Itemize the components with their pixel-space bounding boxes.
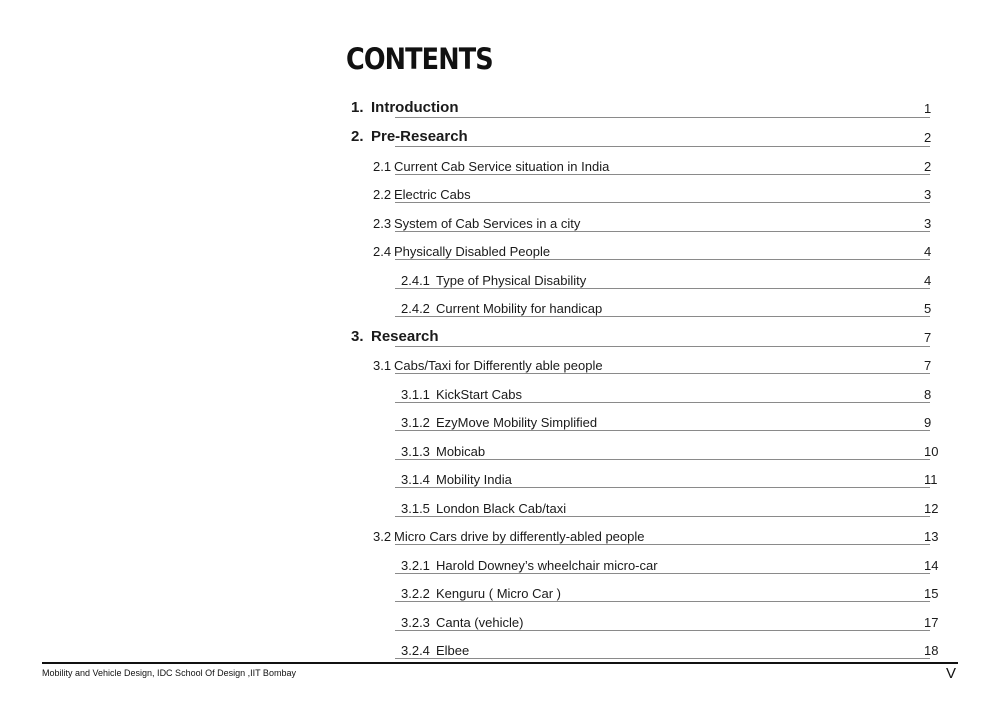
toc-entry-page: 17: [924, 615, 939, 630]
toc-entry-title: EzyMove Mobility Simplified: [436, 415, 598, 430]
footer-page-number: V: [946, 665, 957, 682]
toc-entry-title: Current Mobility for handicap: [436, 301, 603, 316]
toc-entry-page: 5: [924, 301, 932, 316]
toc-leader-line: [395, 146, 930, 147]
toc-entry-page: 14: [924, 558, 939, 573]
toc-leader-line: [395, 630, 930, 631]
toc-entry-title: System of Cab Services in a city: [394, 216, 581, 231]
toc-leader-line: [395, 202, 930, 203]
toc-entry[interactable]: [0, 216, 1000, 238]
toc-entry-page: 13: [924, 529, 939, 544]
toc-leader-line: [395, 601, 930, 602]
toc-entry-number: 3.1.3: [401, 444, 430, 459]
toc-leader-line: [395, 174, 930, 175]
toc-entry[interactable]: [0, 273, 1000, 295]
toc-entry[interactable]: [0, 301, 1000, 323]
toc-entry-number: 2.3: [373, 216, 392, 231]
toc-entry-page: 3: [924, 187, 932, 202]
toc-entry[interactable]: [0, 244, 1000, 266]
toc-entry-title: Physically Disabled People: [394, 244, 551, 259]
toc-entry[interactable]: [0, 472, 1000, 494]
toc-entry-number: 3.2: [373, 529, 392, 544]
toc-leader-line: [395, 373, 930, 374]
toc-entry-title: Electric Cabs: [394, 187, 471, 202]
page-title: CONTENTS: [346, 42, 493, 76]
toc-entry[interactable]: [0, 387, 1000, 409]
toc-leader-line: [395, 573, 930, 574]
toc-entry-page: 12: [924, 501, 939, 516]
toc-entry-number: 2.4.1: [401, 273, 430, 288]
toc-entry-page: 2: [924, 159, 932, 174]
toc-entry-page: 10: [924, 444, 939, 459]
toc-entry-number: 3.2.3: [401, 615, 430, 630]
footer-text: Mobility and Vehicle Design, IDC School Of Design ,IIT Bombay: [42, 668, 296, 678]
toc-entry-page: 18: [924, 643, 939, 658]
toc-leader-line: [395, 658, 930, 659]
toc-leader-line: [395, 117, 930, 118]
toc-entry-page: 8: [924, 387, 932, 402]
toc-entry-title: Elbee: [436, 643, 470, 658]
toc-entry-title: Research: [371, 328, 439, 345]
toc-entry-number: 3.1.1: [401, 387, 430, 402]
toc-entry[interactable]: [0, 529, 1000, 551]
toc-entry[interactable]: [0, 330, 1000, 352]
toc-entry-number: 3.2.2: [401, 586, 430, 601]
toc-entry-number: 2.4: [373, 244, 392, 259]
toc-entry-title: Canta (vehicle): [436, 615, 524, 630]
toc-entry-title: KickStart Cabs: [436, 387, 522, 402]
toc-entry-page: 4: [924, 244, 932, 259]
toc-leader-line: [395, 544, 930, 545]
toc-entry[interactable]: [0, 130, 1000, 152]
toc-entry[interactable]: [0, 615, 1000, 637]
toc-entry-number: 3.1.5: [401, 501, 430, 516]
toc-entry-number: 1.: [351, 99, 364, 116]
toc-leader-line: [395, 316, 930, 317]
toc-entry-page: 1: [924, 101, 932, 116]
toc-entry-title: Micro Cars drive by differently-abled people: [394, 529, 645, 544]
toc-entry-number: 3.2.1: [401, 558, 430, 573]
toc-entry-number: 2.4.2: [401, 301, 430, 316]
toc-entry-page: 15: [924, 586, 939, 601]
toc-entry-page: 9: [924, 415, 932, 430]
toc-entry-title: Mobicab: [436, 444, 486, 459]
toc-entry[interactable]: [0, 501, 1000, 523]
toc-leader-line: [395, 259, 930, 260]
toc-entry-title: Kenguru ( Micro Car ): [436, 586, 561, 601]
footer-divider: [42, 662, 958, 664]
toc-entry-number: 2.: [351, 128, 364, 145]
toc-entry-number: 3.: [351, 328, 364, 345]
toc-entry[interactable]: [0, 444, 1000, 466]
toc-entry-number: 3.2.4: [401, 643, 430, 658]
toc-leader-line: [395, 288, 930, 289]
toc-entry[interactable]: [0, 586, 1000, 608]
toc-entry[interactable]: [0, 101, 1000, 123]
toc-entry-title: Cabs/Taxi for Differently able people: [394, 358, 603, 373]
toc-entry-number: 3.1: [373, 358, 392, 373]
toc-leader-line: [395, 402, 930, 403]
toc-leader-line: [395, 346, 930, 347]
toc-entry-number: 3.1.4: [401, 472, 430, 487]
toc-entry-number: 2.2: [373, 187, 392, 202]
toc-entry-page: 2: [924, 130, 932, 145]
toc-entry-title: Mobility India: [436, 472, 512, 487]
toc-leader-line: [395, 487, 930, 488]
toc-entry-title: London Black Cab/taxi: [436, 501, 567, 516]
toc-leader-line: [395, 516, 930, 517]
toc-leader-line: [395, 459, 930, 460]
toc-leader-line: [395, 430, 930, 431]
toc-entry-page: 7: [924, 358, 932, 373]
toc-entry-title: Type of Physical Disability: [436, 273, 587, 288]
toc-entry[interactable]: [0, 187, 1000, 209]
toc-entry[interactable]: [0, 159, 1000, 181]
toc-entry[interactable]: [0, 358, 1000, 380]
toc-entry-page: 7: [924, 330, 932, 345]
toc-entry-number: 3.1.2: [401, 415, 430, 430]
toc-entry-page: 3: [924, 216, 932, 231]
toc-entry-number: 2.1: [373, 159, 392, 174]
toc-entry-title: Current Cab Service situation in India: [394, 159, 610, 174]
toc-entry-page: 4: [924, 273, 932, 288]
toc-entry[interactable]: [0, 558, 1000, 580]
toc-entry[interactable]: [0, 415, 1000, 437]
toc-entry-title: Introduction: [371, 99, 459, 116]
toc-entry-title: Pre-Research: [371, 128, 468, 145]
toc-leader-line: [395, 231, 930, 232]
toc-entry-title: Harold Downey’s wheelchair micro-car: [436, 558, 658, 573]
toc-entry-page: 11: [924, 472, 938, 487]
